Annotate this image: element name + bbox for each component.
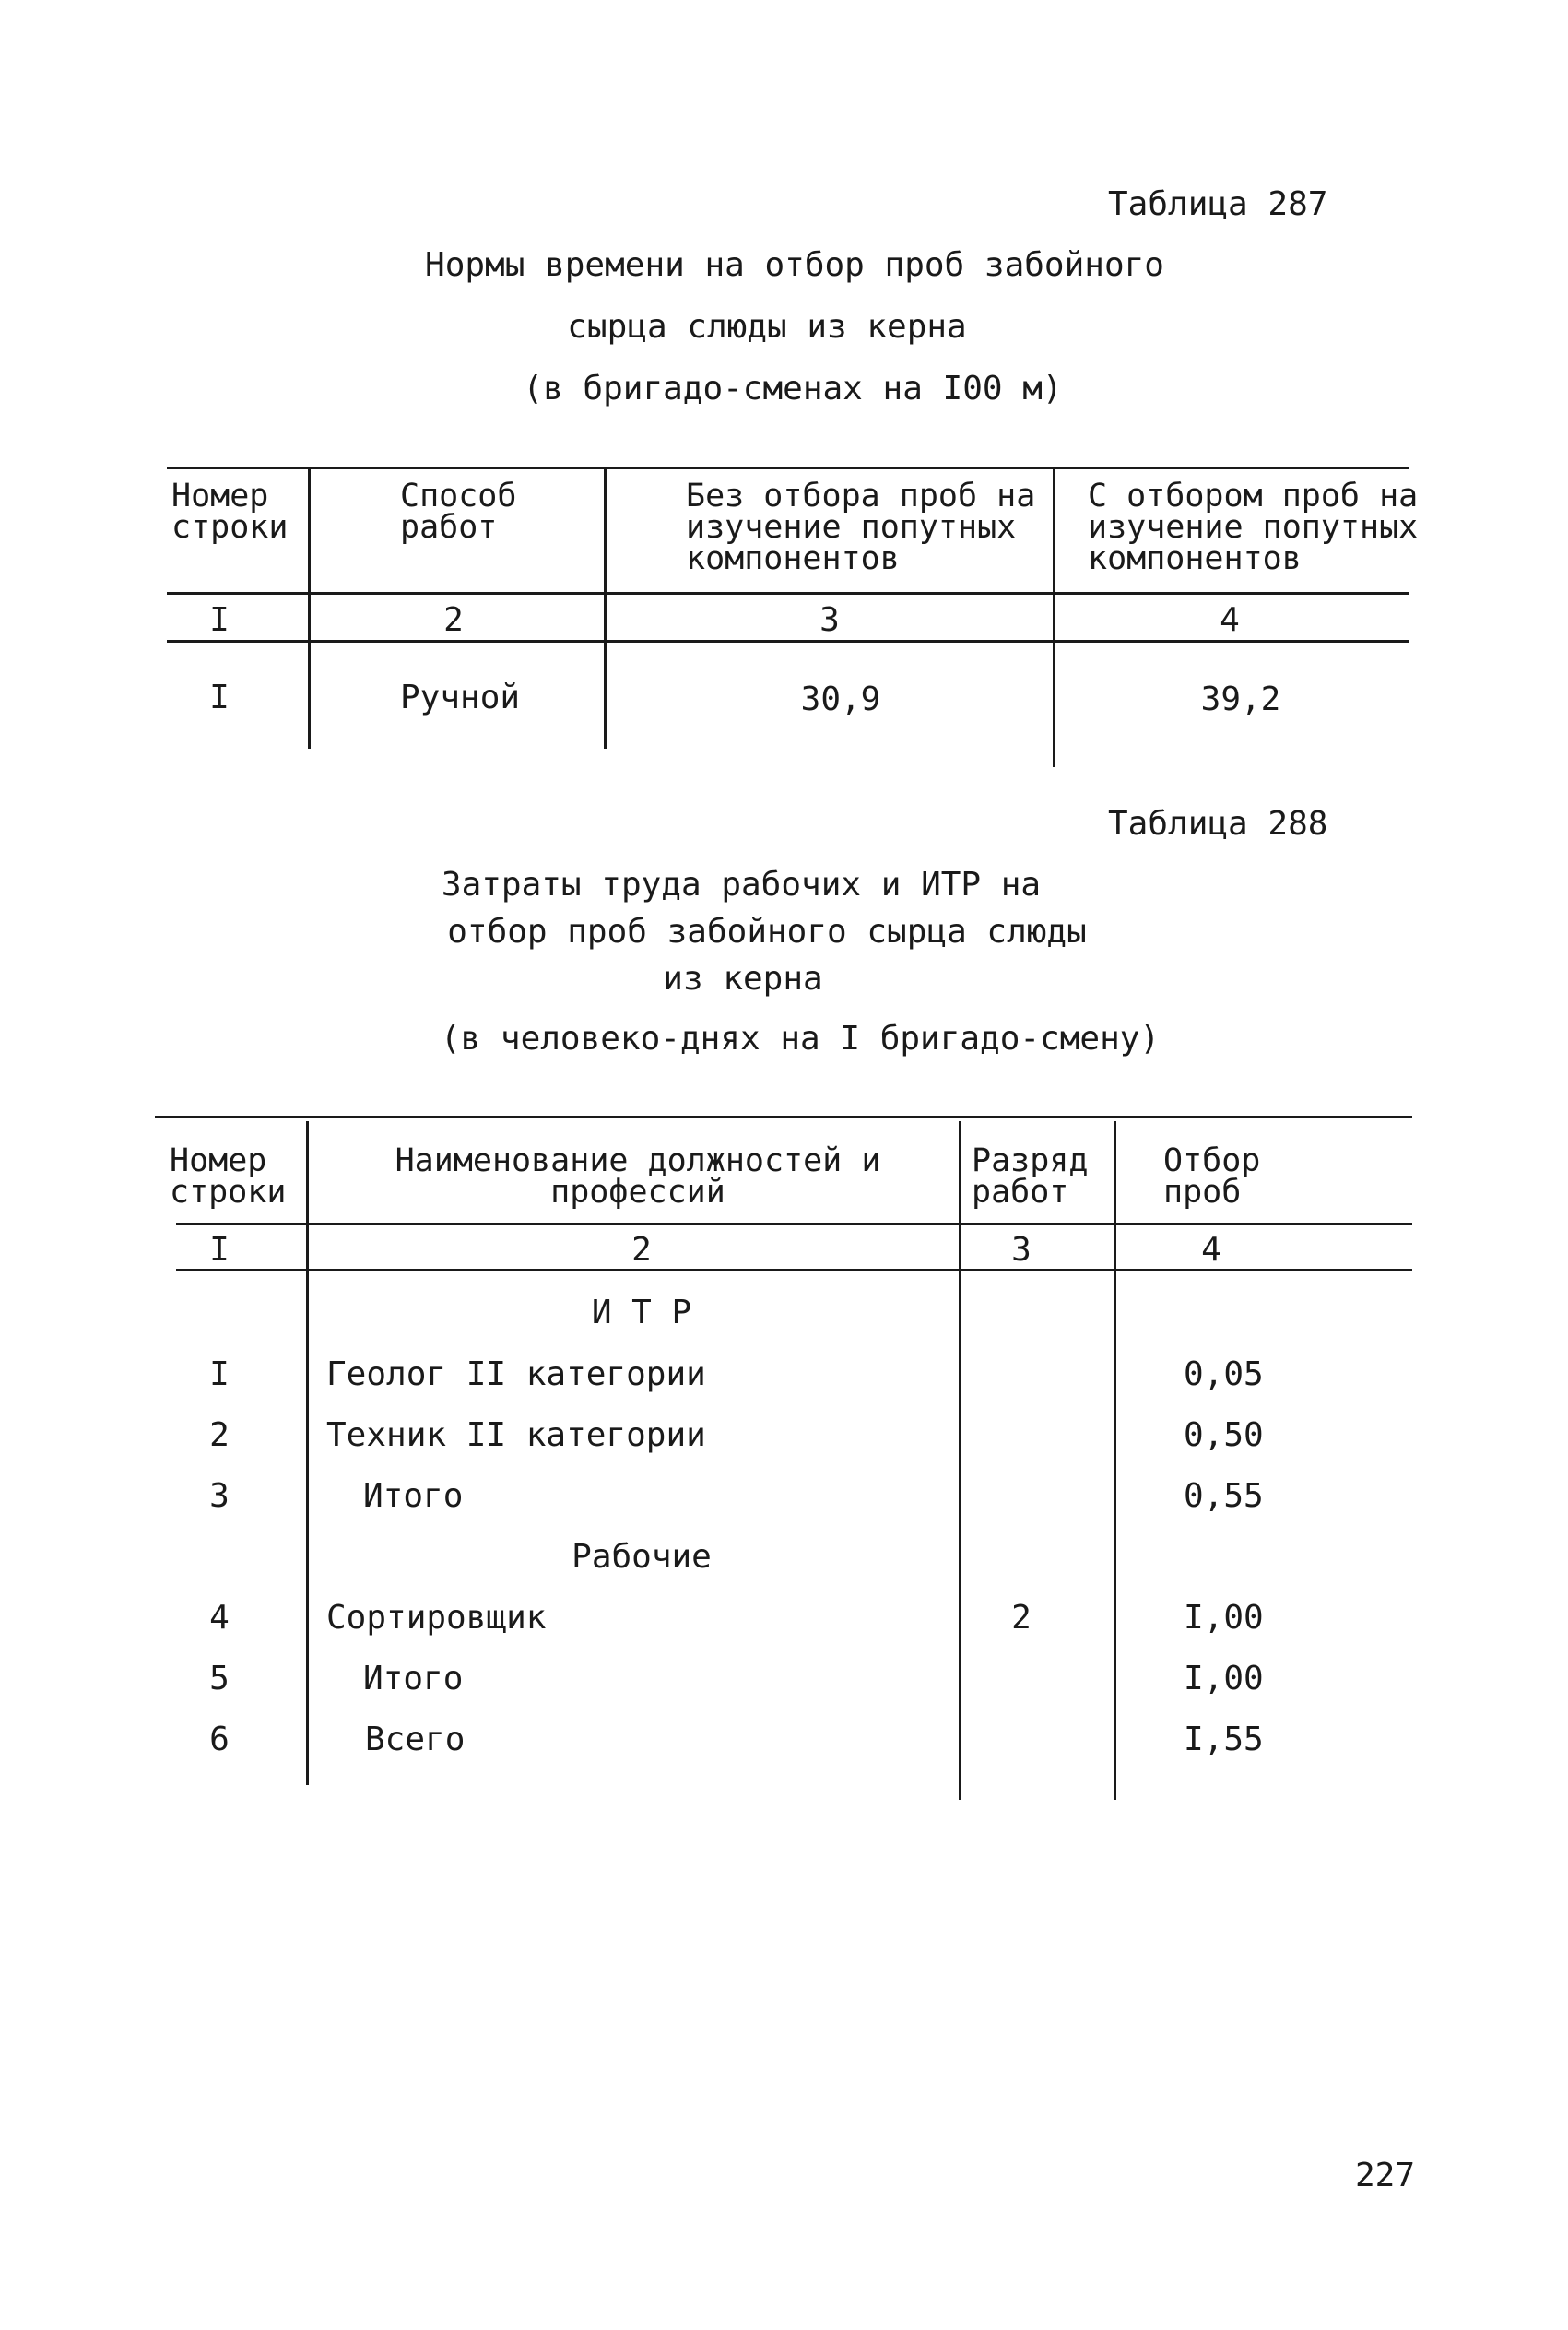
table-287-title-line-1: Нормы времени на отбор проб забойного — [425, 246, 1164, 284]
table-288-row-number: 4 — [209, 1599, 230, 1637]
table-288-header-sampling: Отбор проб — [1163, 1142, 1261, 1211]
table-287-header-row-number: Номер строки — [171, 478, 289, 546]
table-287-col-number: 3 — [819, 601, 840, 639]
table-288-divider-1 — [306, 1121, 309, 1785]
table-288-row-name: Сортировщик — [326, 1599, 547, 1637]
table-288-section-workers: Рабочие — [572, 1538, 712, 1576]
table-288-header-position: Наименование должностей и профессий — [395, 1142, 881, 1211]
table-288-header-rule — [176, 1223, 1412, 1225]
table-288-row-name: Геолог II категории — [326, 1355, 706, 1393]
table-288-divider-2 — [959, 1121, 961, 1800]
table-287-header-rule — [167, 592, 1409, 595]
table-288-label: Таблица 288 — [1108, 805, 1328, 843]
table-288-row-value: I,00 — [1184, 1599, 1264, 1637]
table-288-row-name: Техник II категории — [326, 1416, 706, 1454]
table-288-row-value: 0,50 — [1184, 1416, 1264, 1454]
table-288-row-number: 5 — [209, 1660, 230, 1697]
table-288-title-line-1: Затраты труда рабочих и ИТР на — [441, 866, 1042, 904]
table-288-row-value: 0,05 — [1184, 1355, 1264, 1393]
table-288-title-line-4: (в человеко-днях на I бригадо-смену) — [440, 1020, 1161, 1058]
table-288-row-name: Итого — [363, 1660, 464, 1697]
table-287-cell: I — [209, 679, 230, 716]
table-288-col-number: 3 — [1011, 1231, 1032, 1269]
table-288-section-itr: И Т Р — [591, 1294, 692, 1331]
page-number: 227 — [1355, 2157, 1416, 2194]
table-288-row-value: 0,55 — [1184, 1477, 1264, 1515]
table-288-col-number: 4 — [1201, 1231, 1221, 1269]
table-288-header-row-number: Номер строки — [170, 1142, 287, 1211]
table-288-title-line-3: из керна — [663, 960, 823, 998]
table-288-numbers-rule — [176, 1269, 1412, 1271]
table-288-col-number: 2 — [631, 1231, 652, 1269]
table-288-header-grade: Разряд работ — [972, 1142, 1089, 1211]
table-288-divider-3 — [1114, 1121, 1116, 1800]
table-287-divider-2 — [604, 467, 607, 749]
table-288-top-rule — [155, 1116, 1412, 1118]
table-288-row-number: 3 — [209, 1477, 230, 1515]
table-288-row-number: 6 — [209, 1721, 230, 1758]
table-287-title-line-2: сырца слюды из керна — [567, 308, 967, 346]
table-288-row-name: Всего — [365, 1721, 466, 1758]
table-287-divider-3 — [1053, 467, 1055, 767]
table-287-cell: 30,9 — [800, 680, 881, 718]
table-287-header-without-samples: Без отбора проб на изучение попутных компонентов — [686, 478, 1036, 577]
table-287-numbers-rule — [167, 640, 1409, 643]
table-288-row-value: I,00 — [1184, 1660, 1264, 1697]
table-287-cell: Ручной — [400, 679, 521, 716]
table-287-top-rule — [167, 467, 1409, 469]
table-288-row-value: I,55 — [1184, 1721, 1264, 1758]
table-288-col-number: I — [209, 1231, 230, 1269]
table-288-row-number: I — [209, 1355, 230, 1393]
table-288-title-line-2: отбор проб забойного сырца слюды — [447, 913, 1087, 951]
table-288-row-grade: 2 — [1011, 1599, 1032, 1637]
table-287-col-number: 4 — [1220, 601, 1240, 639]
table-287-col-number: I — [209, 601, 230, 639]
table-287-cell: 39,2 — [1200, 680, 1281, 718]
table-287-divider-1 — [308, 467, 311, 749]
table-288-row-number: 2 — [209, 1416, 230, 1454]
table-287-header-with-samples: С отбором проб на изучение попутных компонентов — [1088, 478, 1419, 577]
table-287-title-line-3: (в бригадо-сменах на I00 м) — [523, 370, 1063, 408]
table-287-col-number: 2 — [443, 601, 464, 639]
table-287-header-method: Способ работ — [400, 478, 517, 546]
table-288-row-name: Итого — [363, 1477, 464, 1515]
table-287-label: Таблица 287 — [1108, 185, 1328, 223]
